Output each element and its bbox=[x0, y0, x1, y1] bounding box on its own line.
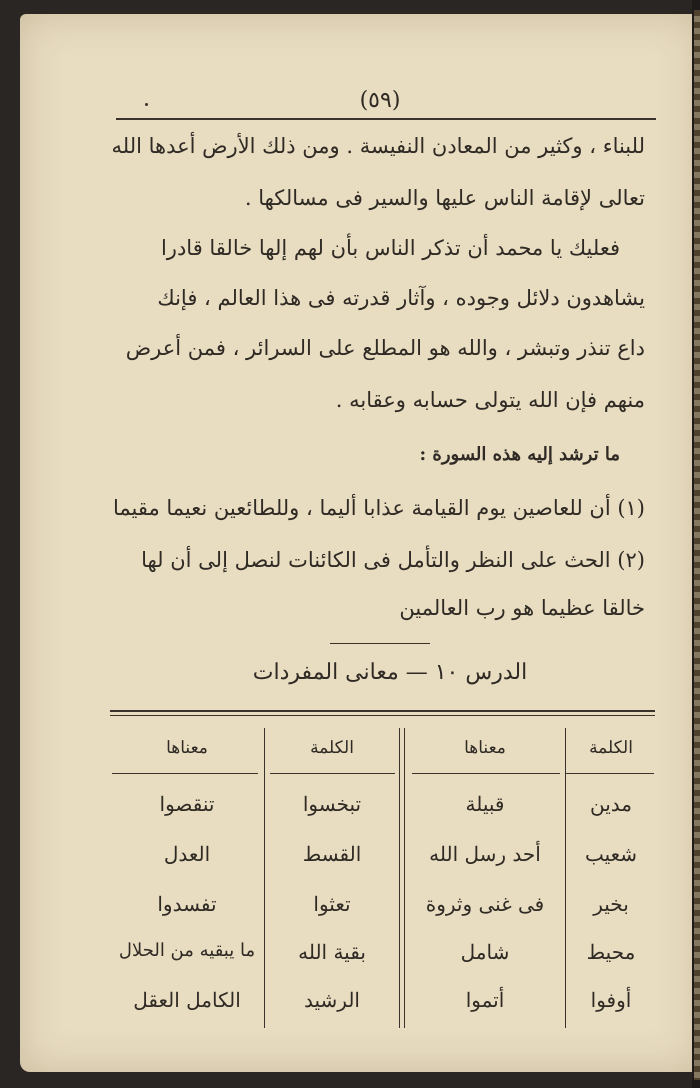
table-cell: شعيب bbox=[584, 842, 638, 866]
table-header-meaning: معناها bbox=[166, 738, 208, 758]
table-top-rule bbox=[110, 710, 655, 712]
table-cell: فى غنى وثروة bbox=[425, 892, 545, 916]
header-underline bbox=[112, 773, 258, 774]
table-header-meaning: معناها bbox=[464, 738, 506, 758]
table-cell: بقية الله bbox=[298, 940, 366, 964]
header-underline bbox=[412, 773, 560, 774]
table-cell: بخير bbox=[593, 892, 629, 916]
table-cell: تعثوا bbox=[313, 892, 351, 916]
table-cell: أحد رسل الله bbox=[429, 842, 541, 866]
table-cell: تنقصوا bbox=[159, 792, 215, 816]
column-divider bbox=[399, 728, 400, 1028]
header-rule bbox=[116, 118, 656, 120]
table-cell: الكامل العقل bbox=[133, 988, 241, 1012]
body-line: يشاهدون دلائل وجوده ، وآثار قدرته فى هذا العالم ، فإنك bbox=[157, 286, 645, 310]
table-cell: العدل bbox=[163, 842, 211, 866]
ornament-dot bbox=[145, 103, 148, 106]
section-separator bbox=[330, 643, 430, 644]
table-cell: أتموا bbox=[465, 988, 505, 1012]
table-cell: القسط bbox=[302, 842, 362, 866]
body-line: للبناء ، وكثير من المعادن النفيسة . ومن ذلك الأرض أعدها الله bbox=[111, 134, 645, 158]
body-line: تعالى لإقامة الناس عليها والسير فى مسالكها . bbox=[244, 186, 645, 210]
guidance-item: (١) أن للعاصين يوم القيامة عذابا أليما ، وللطائعين نعيما مقيما bbox=[112, 496, 645, 520]
header-underline bbox=[270, 773, 395, 774]
table-cell: أوفوا bbox=[590, 988, 632, 1012]
lesson-title: الدرس ١٠ — معانى المفردات bbox=[252, 660, 528, 685]
column-divider bbox=[404, 728, 405, 1028]
page-number: (٥٩) bbox=[359, 88, 401, 113]
guidance-heading: ما ترشد إليه هذه السورة : bbox=[419, 444, 620, 465]
table-cell: تفسدوا bbox=[157, 892, 217, 916]
table-cell: قبيلة bbox=[465, 792, 505, 816]
body-line: منهم فإن الله يتولى حسابه وعقابه . bbox=[335, 388, 645, 412]
book-binding bbox=[694, 10, 700, 1080]
table-cell: محيط bbox=[586, 940, 636, 964]
table-header-word: الكلمة bbox=[310, 738, 354, 758]
body-line: فعليك يا محمد أن تذكر الناس بأن لهم إلها خالقا قادرا bbox=[160, 236, 620, 260]
table-cell: ما يبقيه من الحلال bbox=[118, 940, 256, 961]
guidance-item: خالقا عظيما هو رب العالمين bbox=[399, 596, 645, 620]
column-divider bbox=[264, 728, 265, 1028]
table-cell: مدين bbox=[589, 792, 632, 816]
body-line: داع تنذر وتبشر ، والله هو المطلع على السرائر ، فمن أعرض bbox=[125, 336, 645, 360]
table-cell: شامل bbox=[460, 940, 510, 964]
table-top-rule bbox=[110, 715, 655, 716]
table-cell: الرشيد bbox=[304, 988, 360, 1012]
header-underline bbox=[566, 773, 654, 774]
table-cell: تبخسوا bbox=[302, 792, 362, 816]
guidance-item: (٢) الحث على النظر والتأمل فى الكائنات لنصل إلى أن لها bbox=[141, 548, 645, 572]
table-header-word: الكلمة bbox=[589, 738, 633, 758]
